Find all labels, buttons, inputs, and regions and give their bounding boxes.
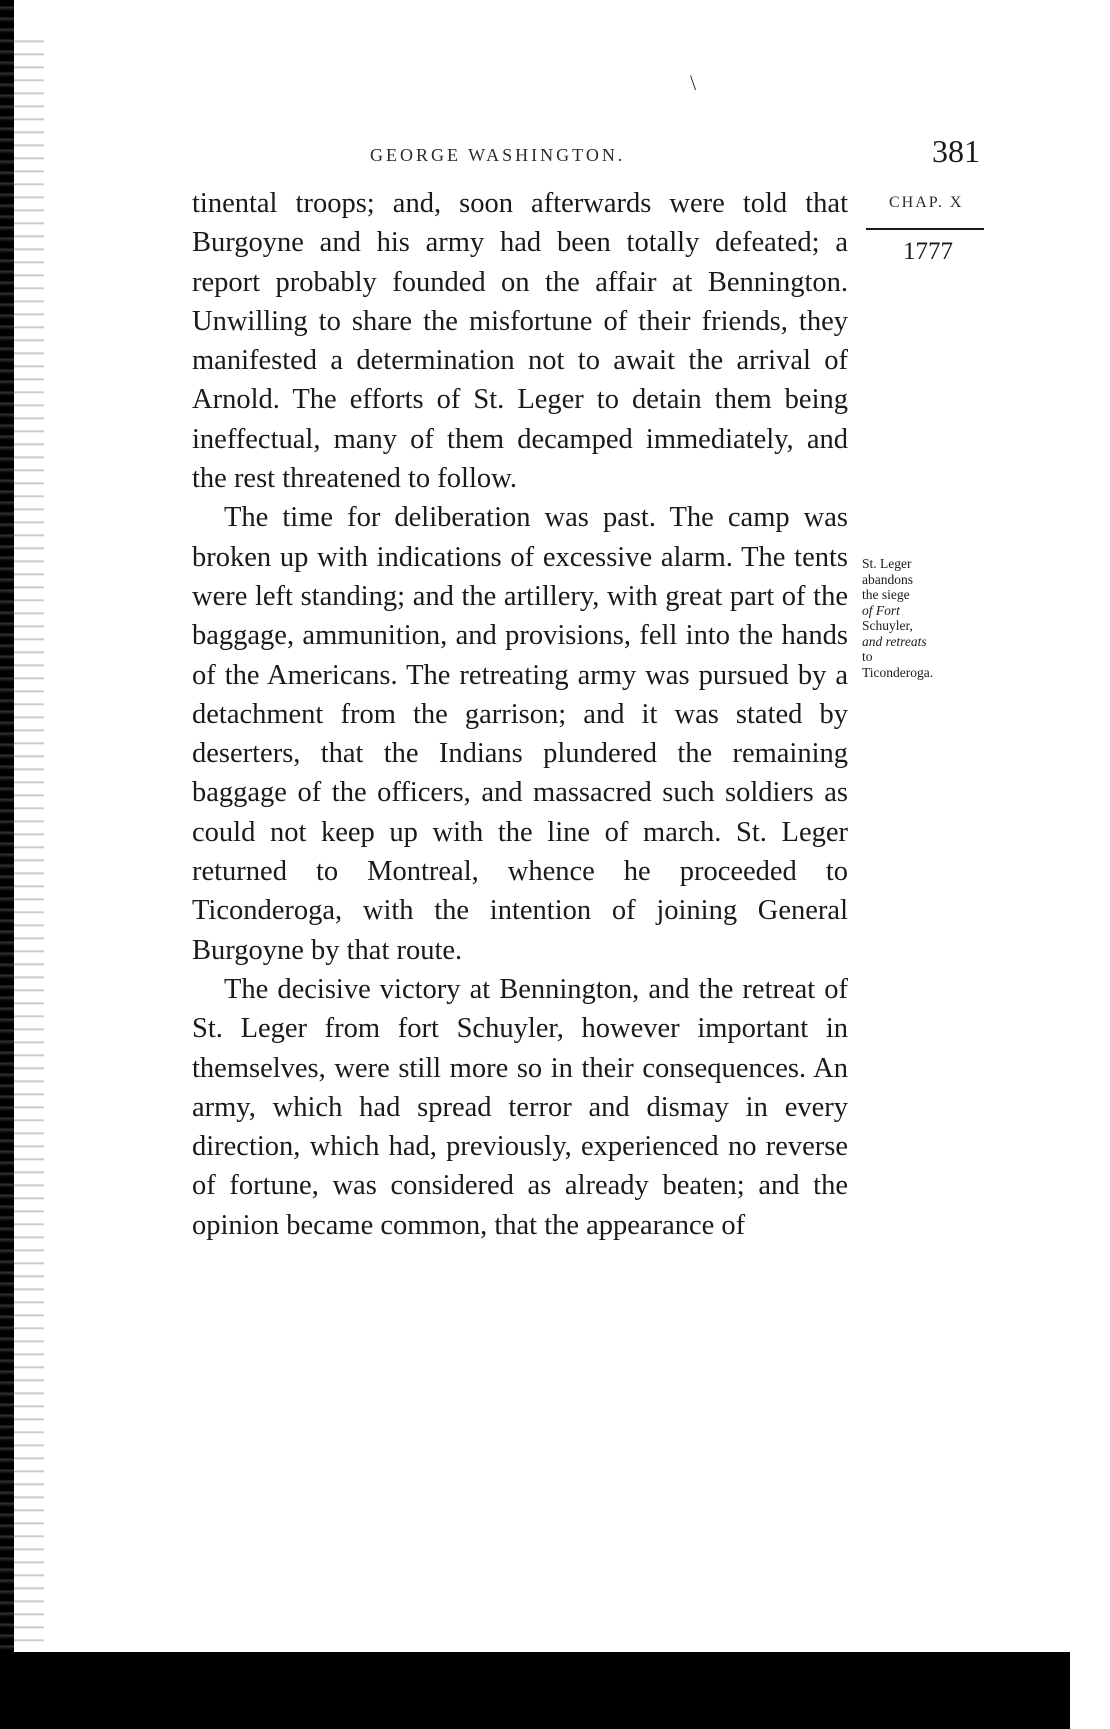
margin-mark: \ bbox=[690, 70, 697, 95]
sidenote-line: Ticonderoga. bbox=[862, 664, 934, 680]
binding-shadow bbox=[14, 30, 44, 1650]
page-number: 381 bbox=[932, 133, 980, 169]
sidenote-line: St. Leger bbox=[862, 556, 912, 571]
paragraph-1: tinental troops; and, soon afterwards were told that Burgoyne and his army had been totally defeated; a report probably founded on the affair at Bennington. Unwilling to share the misfortune of their friends, they manifested a determination not to await the arrival of Arnold. The efforts of St. Leger to detain them being ineffectual, many of them decamped immediately, and the rest threatened to follow. bbox=[192, 188, 848, 495]
scan-edge-bar bbox=[0, 1652, 1070, 1729]
sidenote-line: abandons bbox=[862, 571, 913, 587]
sidenote-line: and retreats bbox=[862, 633, 927, 649]
chapter-label: CHAP. X bbox=[889, 194, 964, 211]
sidenote-line: the siege bbox=[862, 587, 910, 602]
sidenote-line: Schuyler, bbox=[862, 618, 913, 633]
sidenote-line: of Fort bbox=[862, 602, 900, 618]
sidenote-line: to bbox=[862, 649, 873, 664]
sidenote bbox=[862, 556, 982, 680]
binding-edge bbox=[0, 0, 14, 1660]
running-title: GEORGE WASHINGTON. bbox=[370, 145, 626, 165]
year-label: 1777 bbox=[903, 238, 953, 265]
paragraph-3: The decisive victory at Bennington, and the retreat of St. Leger from fort Schuyler, however important in themselves, were still more so in their consequences. An army, which had spread terror and dismay in every direction, which had, previously, experienced no reverse of fortune, was considered as already beaten; and the opinion became common, that the appearance of bbox=[192, 973, 848, 1241]
chapter-rule bbox=[866, 228, 984, 230]
paragraph-2: The time for deliberation was past. The camp was broken up with indications of excessive alarm. The tents were left standing; and the artillery, with great part of the baggage, ammunition, and provisions, fell into the hands of the Americans. The retreating army was pursued by a detachment from the garrison; and it was stated by deserters, that the Indians plundered the remaining baggage of the officers, and massacred such soldiers as could not keep up with the line of march. St. Leger returned to Montreal, whence he proceeded to Ticonderoga, with the intention of joining General Burgoyne by that route. bbox=[192, 502, 848, 966]
body-text bbox=[192, 184, 848, 1245]
